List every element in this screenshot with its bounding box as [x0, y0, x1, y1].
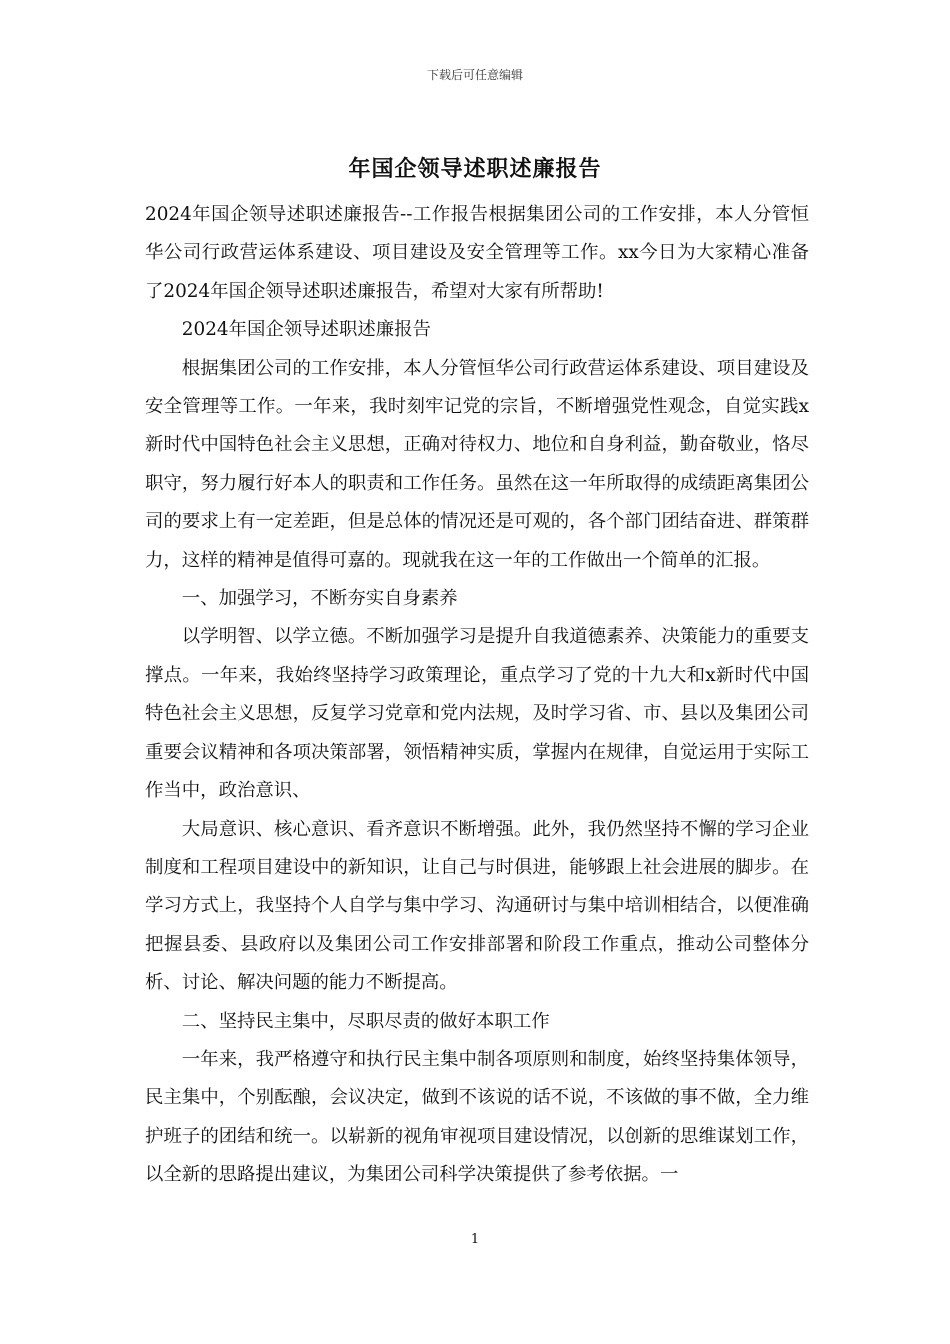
page-number: 1 [470, 1232, 480, 1247]
paragraph: 根据集团公司的工作安排，本人分管恒华公司行政营运体系建设、项目建设及安全管理等工作。一年来，我时刻牢记党的宗旨，不断增强党性观念，自觉实践x新时代中国特色社会主义思想，正确对待权力、地位和自身利益，勤奋敬业，恪尽职守，努力履行好本人的职责和工作任务。虽然在这一年所取得的成绩距离集团公司的要求上有一定差距，但是总体的情况还是可观的，各个部门团结奋进、群策群力，这样的精神是值得可嘉的。现就我在这一年的工作做出一个简单的汇报。 [145, 357, 809, 571]
section-heading: 二、坚持民主集中，尽职尽责的做好本职工作 [181, 1010, 550, 1032]
paragraph: 以学明智、以学立德。不断加强学习是提升自我道德素养、决策能力的重要支撑点。一年来，我始终坚持学习政策理论，重点学习了党的十九大和x新时代中国特色社会主义思想，反复学习党章和党内法规，及时学习省、市、县以及集团公司重要会议精神和各项决策部署，领悟精神实质，掌握内在规律，自觉运用于实际工作当中，政治意识、 [145, 626, 809, 802]
header-note: 下载后可任意编辑 [426, 68, 523, 82]
paragraph: 2024年国企领导述职述廉报告 [181, 319, 431, 341]
document-body [145, 196, 809, 1195]
section-heading: 一、加强学习，不断夯实自身素养 [181, 588, 458, 610]
document-title: 年国企领导述职述廉报告 [348, 156, 602, 182]
paragraph: 2024年国企领导述职述廉报告--工作报告根据集团公司的工作安排，本人分管恒华公司行政营运体系建设、项目建设及安全管理等工作。xx今日为大家精心准备了2024年国企领导述职述廉报告，希望对大家有所帮助! [145, 204, 809, 302]
paragraph: 一年来，我严格遵守和执行民主集中制各项原则和制度，始终坚持集体领导，民主集中，个别酝酿，会议决定，做到不该说的话不说，不该做的事不做，全力维护班子的团结和统一。以崭新的视角审视项目建设情况，以创新的思维谋划工作，以全新的思路提出建议，为集团公司科学决策提供了参考依据。一 [145, 1048, 809, 1186]
paragraph: 大局意识、核心意识、看齐意识不断增强。此外，我仍然坚持不懈的学习企业制度和工程项目建设中的新知识，让自己与时俱进，能够跟上社会进展的脚步。在学习方式上，我坚持个人自学与集中学习、沟通研讨与集中培训相结合，以便准确把握县委、县政府以及集团公司工作安排部署和阶段工作重点，推动公司整体分析、讨论、解决问题的能力不断提高。 [145, 818, 809, 994]
